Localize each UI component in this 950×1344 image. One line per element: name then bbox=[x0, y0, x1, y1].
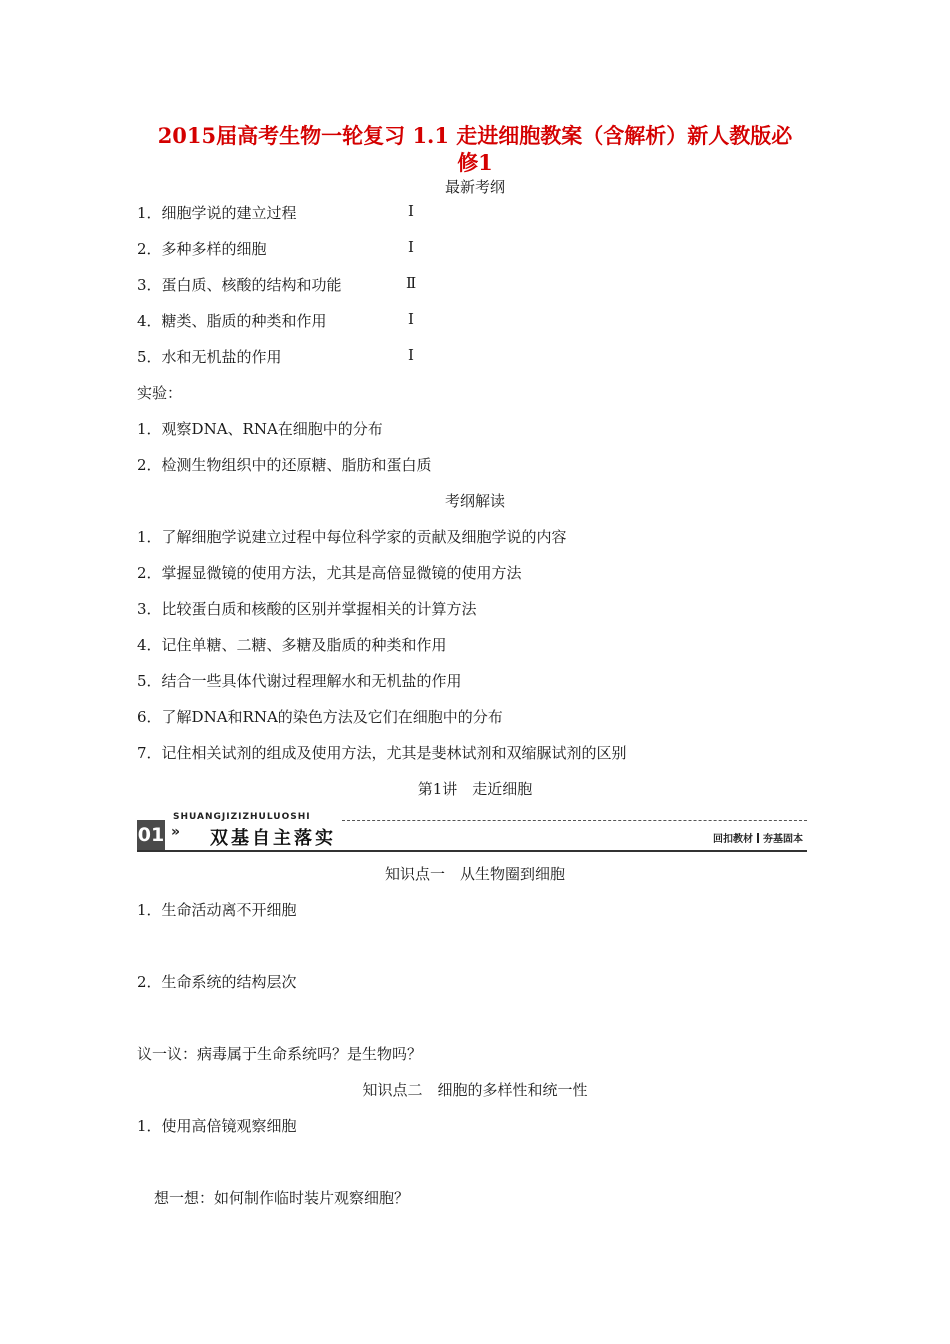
syllabus-level-2: Ⅰ bbox=[408, 238, 414, 256]
knowledge-point-2-heading: 知识点二 细胞的多样性和统一性 bbox=[362, 1081, 588, 1099]
banner-subtitle-b: 夯基固本 bbox=[763, 834, 803, 845]
banner-dashed-divider bbox=[342, 820, 807, 821]
section-heading-interpretation: 考纲解读 bbox=[444, 492, 505, 510]
kp1-item-2: 2．生命系统的结构层次 bbox=[137, 973, 297, 991]
banner-subtitle-a: 回扣教材 bbox=[713, 834, 753, 845]
title-line-2: 修1 bbox=[457, 150, 493, 175]
interpretation-item-6: 6．了解DNA和RNA的染色方法及它们在细胞中的分布 bbox=[137, 708, 503, 726]
chevron-right-icon: » bbox=[171, 824, 181, 840]
knowledge-point-1-heading: 知识点一 从生物圈到细胞 bbox=[384, 865, 565, 883]
banner-subtitle-separator bbox=[757, 833, 759, 843]
banner-pinyin: SHUANGJIZIZHULUOSHI bbox=[173, 812, 311, 822]
syllabus-level-1: Ⅰ bbox=[408, 202, 414, 220]
experiment-item-1: 1．观察DNA、RNA在细胞中的分布 bbox=[137, 420, 383, 438]
title-line-1: 2015届高考生物一轮复习 1.1 走进细胞教案（含解析）新人教版必 bbox=[157, 123, 793, 148]
syllabus-item-5: 5．水和无机盐的作用 bbox=[137, 348, 282, 366]
syllabus-level-4: Ⅰ bbox=[408, 310, 414, 328]
kp1-item-1: 1．生命活动离不开细胞 bbox=[137, 901, 297, 919]
syllabus-level-3: Ⅱ bbox=[406, 274, 417, 292]
kp2-think: 想一想：如何制作临时装片观察细胞？ bbox=[154, 1189, 410, 1207]
banner-title: 双基自主落实 bbox=[210, 828, 336, 849]
banner-subtitle bbox=[713, 830, 803, 845]
interpretation-item-4: 4．记住单糖、二糖、多糖及脂质的种类和作用 bbox=[137, 636, 447, 654]
interpretation-item-7: 7．记住相关试剂的组成及使用方法，尤其是斐林试剂和双缩脲试剂的区别 bbox=[137, 744, 627, 762]
kp2-item-1: 1．使用高倍镜观察细胞 bbox=[137, 1117, 297, 1135]
banner-underline bbox=[137, 850, 807, 852]
document-title bbox=[0, 122, 950, 176]
interpretation-item-2: 2．掌握显微镜的使用方法，尤其是高倍显微镜的使用方法 bbox=[137, 564, 522, 582]
section-banner bbox=[137, 812, 807, 852]
section-heading-syllabus: 最新考纲 bbox=[444, 178, 505, 196]
syllabus-item-1: 1．细胞学说的建立过程 bbox=[137, 204, 297, 222]
lecture-title: 第1讲 走近细胞 bbox=[417, 780, 533, 798]
syllabus-level-5: Ⅰ bbox=[408, 346, 414, 364]
kp1-discussion: 议一议：病毒属于生命系统吗？是生物吗？ bbox=[137, 1045, 423, 1063]
syllabus-item-4: 4．糖类、脂质的种类和作用 bbox=[137, 312, 327, 330]
syllabus-item-2: 2．多种多样的细胞 bbox=[137, 240, 267, 258]
interpretation-item-3: 3．比较蛋白质和核酸的区别并掌握相关的计算方法 bbox=[137, 600, 477, 618]
experiment-label: 实验： bbox=[137, 384, 183, 402]
interpretation-item-1: 1．了解细胞学说建立过程中每位科学家的贡献及细胞学说的内容 bbox=[137, 528, 567, 546]
interpretation-item-5: 5．结合一些具体代谢过程理解水和无机盐的作用 bbox=[137, 672, 462, 690]
banner-number: 01 bbox=[137, 820, 165, 850]
experiment-item-2: 2．检测生物组织中的还原糖、脂肪和蛋白质 bbox=[137, 456, 432, 474]
syllabus-item-3: 3．蛋白质、核酸的结构和功能 bbox=[137, 276, 342, 294]
